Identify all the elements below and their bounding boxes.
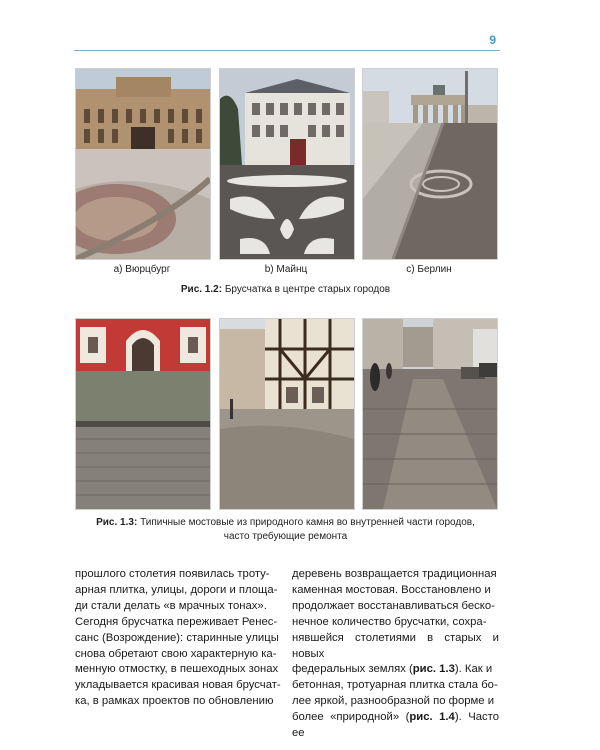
figure-1-3-title-line2: часто требующие ремонта	[223, 531, 348, 542]
figure-1-3-caption	[75, 516, 496, 544]
left-line: ди стали делать «в мрачных тонах».	[75, 599, 267, 612]
right-line-text: ). Часто ее	[292, 711, 499, 740]
right-line-text: более «природной» (	[292, 711, 410, 724]
right-line	[292, 710, 499, 742]
left-line: Сегодня брусчатка переживает Ренес-	[75, 615, 278, 628]
left-line: арная плитка, улицы, дороги и площа-	[75, 583, 278, 596]
figure-1-3-title-line1: Типичные мостовые из природного камня во внутренней части городов,	[140, 517, 475, 528]
left-line: прошлого столетия появилась троту-	[75, 568, 270, 580]
photo-wurzburg	[75, 68, 211, 260]
right-line	[292, 662, 499, 678]
caption-panel-a: а) Вюрцбург	[113, 264, 171, 275]
right-line-text: ). Как и	[454, 663, 493, 676]
left-line: санс (Возрождение): старинные улицы	[75, 631, 279, 644]
body-right-column	[292, 567, 499, 742]
photo-church-square	[75, 318, 211, 510]
body-left-column	[75, 567, 282, 710]
page-number: 9	[489, 33, 496, 47]
right-line: нечное количество брусчатки, сохра-	[292, 615, 487, 628]
figure-1-3-label: Рис. 1.3:	[96, 517, 138, 528]
figure-1-2-label: Рис. 1.2:	[180, 284, 223, 295]
caption-panel-c: с) Берлин	[406, 264, 452, 275]
header-rule	[74, 50, 500, 51]
figure-1-2-caption	[75, 283, 496, 297]
photo-shopping-street	[362, 318, 498, 510]
photo-half-timbered-street	[219, 318, 355, 510]
left-line: укладывается красивая новая брусчат-	[75, 679, 281, 692]
right-line: бетонная, тротуарная плитка стала бо-	[292, 679, 498, 692]
right-line: лее яркой, разнообразной по форме и	[292, 695, 495, 708]
photo-mainz	[219, 68, 355, 260]
right-line: нявшейся столетиями в старых и новых	[292, 631, 499, 660]
left-line: менную отмостку, в пешеходных зонах	[75, 663, 279, 676]
photo-berlin	[362, 68, 498, 260]
right-line: продолжает восстанавливаться беско-	[292, 599, 495, 612]
figure-reference-1-4: рис. 1.4	[409, 711, 455, 724]
left-line: снова обретают свою характерную ка-	[75, 647, 277, 660]
caption-panel-b: b) Майнц	[264, 264, 308, 275]
right-line: каменная мостовая. Восстановлено и	[292, 583, 491, 596]
right-line: деревень возвращается традиционная	[292, 568, 497, 580]
figure-1-2-title: Брусчатка в центре старых городов	[224, 284, 391, 295]
right-line-text: федеральных землях (	[292, 663, 413, 676]
figure-reference-1-3: рис. 1.3	[412, 663, 455, 676]
left-line: ка, в рамках проектов по обновлению	[75, 695, 274, 708]
